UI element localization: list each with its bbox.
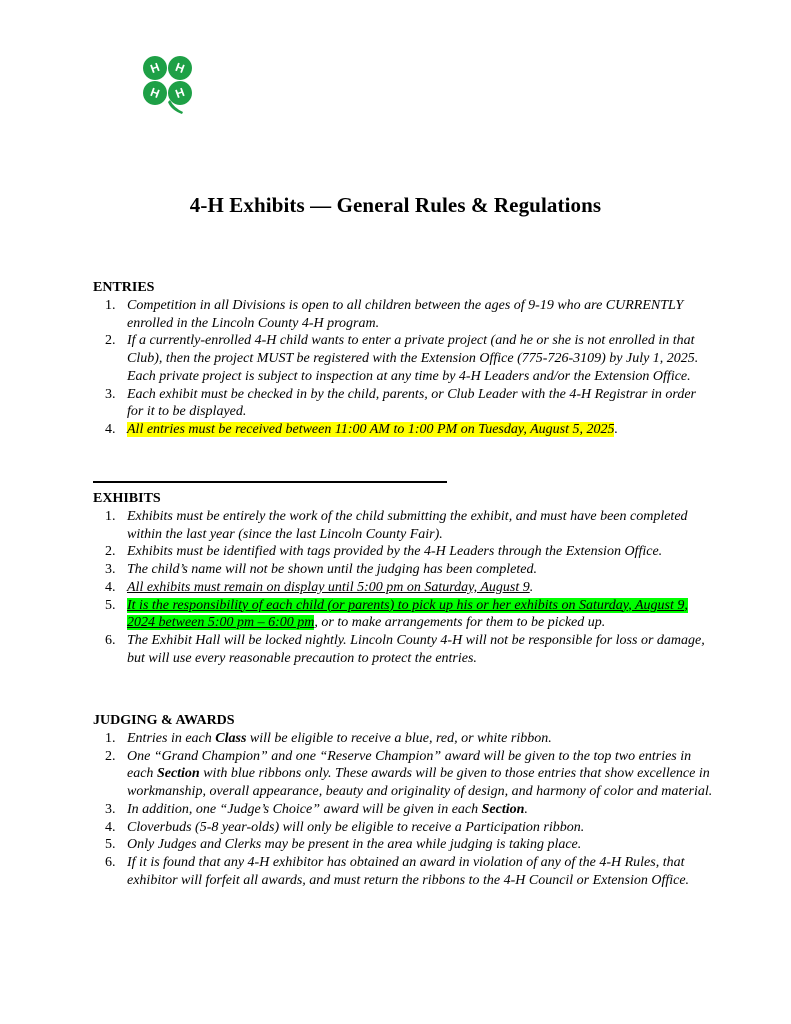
list-item: 1. Competition in all Divisions is open to all children between the ages of 9-19 who are CURRENTLY enrolled in the Lincoln County 4-H program. bbox=[105, 298, 684, 331]
svg-text:H: H bbox=[148, 84, 162, 102]
judging-section bbox=[93, 712, 713, 889]
list-item: 3. Each exhibit must be checked in by the child, parents, or Club Leader with the 4-H Registrar in order for it to be displayed. bbox=[105, 386, 696, 420]
list-item: 5. It is the responsibility of each child (or parents) to pick up his or her exhibits on Saturday, August 9, 2024 between 5:00 pm – 6:00 pm, or to make arrangements for them to be picked up. bbox=[105, 597, 688, 631]
list-item: 1. Entries in each Class will be eligible to receive a blue, red, or white ribbon. bbox=[105, 731, 552, 746]
list-item: 2. Exhibits must be identified with tags provided by the 4-H Leaders through the Extension Office. bbox=[105, 544, 663, 560]
list-item: 1. Exhibits must be entirely the work of the child submitting the exhibit, and must have been completed within the last year (since the last Lincoln County Fair). bbox=[105, 509, 688, 542]
list-item: 5. Only Judges and Clerks may be present in the area while judging is taking place. bbox=[105, 837, 582, 853]
list-item: 6. The Exhibit Hall will be locked nightly. Lincoln County 4-H will not be responsible for loss or damage, but will use every reasonable precaution to protect the entries. bbox=[105, 632, 705, 666]
list-item: 4. All entries must be received between 11:00 AM to 1:00 PM on Tuesday, August 5, 2025. bbox=[105, 421, 618, 437]
list-item: 4. All exhibits must remain on display until 5:00 pm on Saturday, August 9. bbox=[105, 579, 534, 595]
list-item: 3. The child’s name will not be shown until the judging has been completed. bbox=[105, 562, 537, 578]
entries-section bbox=[93, 279, 713, 439]
page-title: 4-H Exhibits — General Rules & Regulations bbox=[189, 193, 602, 217]
highlighted-text: It is the responsibility of each child (or parents) to pick up his or her exhibits on Saturday, August 9, 2024 between 5:00 pm – 6:00 pm bbox=[127, 597, 688, 631]
svg-text:H: H bbox=[173, 59, 187, 77]
list-item: 6. If it is found that any 4-H exhibitor has obtained an award in violation of any of the 4-H Rules, that exhibitor will forfeit all awards, and must return the ribbons to the 4-H Council or Extension Office. bbox=[105, 854, 690, 888]
svg-text:H: H bbox=[148, 59, 162, 77]
list-item: 3. In addition, one “Judge’s Choice” award will be given in each Section. bbox=[105, 801, 528, 817]
judging-heading: JUDGING & AWARDS bbox=[93, 713, 235, 728]
exhibits-heading: EXHIBITS bbox=[93, 491, 161, 506]
svg-text:H: H bbox=[173, 84, 187, 102]
exhibits-section bbox=[93, 490, 713, 667]
entries-heading: ENTRIES bbox=[93, 280, 155, 295]
list-item: 2. One “Grand Champion” and one “Reserve Champion” award will be given to the top two entries in each Section with blue ribbons only. These awards will be given to those entries that show excellence in workmanship, overall appearance, beauty and originality of design, and harmony of color and material. bbox=[105, 748, 713, 800]
section-divider bbox=[93, 481, 447, 483]
entries-list bbox=[93, 297, 713, 439]
highlighted-text: All entries must be received between 11:00 AM to 1:00 PM on Tuesday, August 5, 2025 bbox=[127, 421, 615, 437]
underlined-text: All exhibits must remain on display until 5:00 pm on Saturday, August 9 bbox=[127, 579, 530, 595]
judging-list bbox=[93, 730, 713, 889]
list-item: 4. Cloverbuds (5-8 year-olds) will only be eligible to receive a Participation ribbon. bbox=[105, 819, 585, 835]
exhibits-list bbox=[93, 508, 713, 667]
four-h-clover-logo-icon bbox=[138, 54, 198, 116]
list-item: 2. If a currently-enrolled 4-H child wants to enter a private project (and he or she is not enrolled in that Club), then the project MUST be registered with the Extension Office (775-726-3109) by July 1, 2025. Each private project is subject to inspection at any time by 4-H Leaders and/or the Extension Office. bbox=[105, 333, 699, 384]
